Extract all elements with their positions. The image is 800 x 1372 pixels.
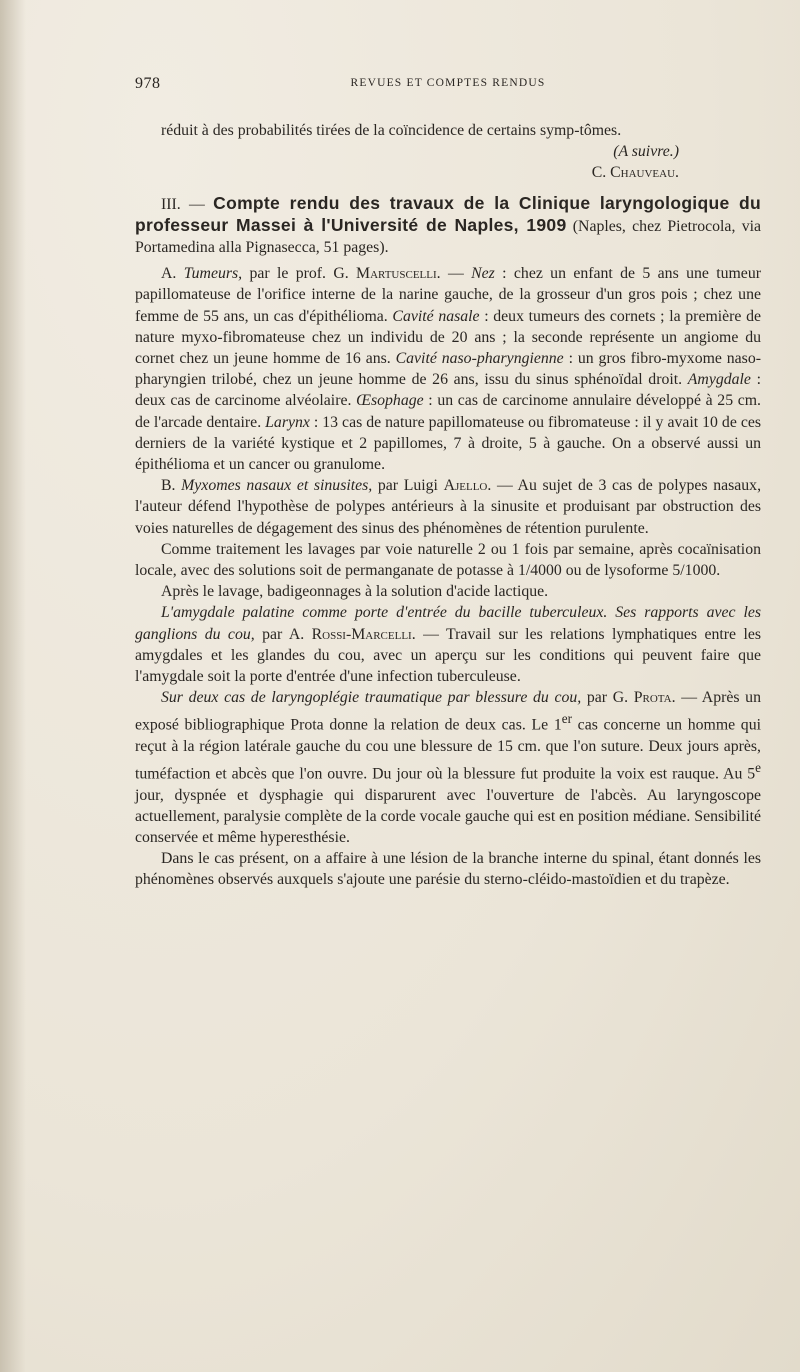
para-laryngo-text-4: jour, dyspnée et dysphagie qui disparurent avec l'ouverture de l'abcès. Au laryngoscope actuellement, paralysie complète de la corde vocale gauche qui est en position médiane. Sensibilité conservée et même hyperesthésie. <box>135 786 761 847</box>
article-body <box>135 120 761 891</box>
para-a-text-1: par le prof. G. <box>242 265 357 283</box>
oesophage-heading: Œsophage <box>356 392 424 410</box>
para-a-text-8: : 13 cas de nature papillomateuse ou fibromateuse : il y avait 10 de ces derniers de la variété kystique et 2 papillomes, 7 à droite, 5 à gauche. On a observé aussi un épithélioma et un cancer ou granulome. <box>135 413 761 474</box>
author-rossi-marcelli: Rossi-Marcelli <box>311 625 412 643</box>
paragraph-myxomes <box>135 475 761 539</box>
paragraph-amygdale-palatine <box>135 602 761 687</box>
para-a-text-2: . — <box>436 265 472 283</box>
para-b-text-2: . — Au sujet de 3 cas de polypes nasaux, l'auteur défend l'hypothèse de polypes antérieurs à la sinusite et produisant par obstruction des voies naturelles de dégagement des sinus des phénomènes de rétention purulente. <box>135 477 762 537</box>
suivre-note <box>135 141 761 162</box>
para-a-text-6: : deux cas de carcinome alvéolaire. <box>135 371 761 410</box>
superscript-er: er <box>561 711 572 727</box>
author-prota: Prota <box>633 689 672 707</box>
paragraph-traitement: Comme traitement les lavages par voie naturelle 2 ou 1 fois par semaine, après cocaïnisation locale, avec des solutions soit de permanganate de potasse à 1/4000 ou de lysoforme 5/1000. <box>135 540 761 580</box>
para-amyg-text-1: par A. <box>254 625 312 643</box>
para-b-prefix: B. <box>161 477 182 495</box>
running-head <box>135 75 761 97</box>
paragraph-tumeurs <box>135 263 761 475</box>
laryngoplegie-title: Sur deux cas de laryngoplégie traumatique par blessure du cou, <box>161 689 582 707</box>
journal-title: REVUES ET COMPTES RENDUS <box>350 77 546 89</box>
para-a-text-7: : un cas de carcinome annulaire développé à 25 cm. de l'arcade dentaire. <box>135 392 762 431</box>
suivre-text: (A suivre.) <box>613 143 679 161</box>
paragraph-laryngoplegie <box>135 687 761 848</box>
nez-heading: Nez <box>471 265 495 283</box>
page-edge-shadow <box>0 0 26 1372</box>
superscript-e: e <box>755 760 761 776</box>
section-publisher: (Naples, chez Pietrocola, via Portamedina alla Pignasecca, 51 pages). <box>135 217 761 257</box>
para-a-text-5: : un gros fibro-myxome naso-pharyngien trilobé, chez un jeune homme de 26 ans, issu du sinus sphénoïdal droit. <box>135 350 761 389</box>
paragraph-conclusion: Dans le cas présent, on a affaire à une lésion de la branche interne du spinal, étant donnés les phénomènes observés auxquels s'ajoute une parésie du sterno-cléido-mastoïdien et du trapèze. <box>135 850 761 889</box>
para-b-text-1: par Luigi <box>372 477 444 495</box>
para-a-text-3: : chez un enfant de 5 ans une tumeur papillomateuse de l'orifice interne de la narine gauche, de la grosseur d'un gros pois ; chez une femme de 55 ans, un cas d'épithélioma. <box>135 265 761 325</box>
author-ajello: Ajello <box>443 477 488 495</box>
paragraph-lavage: Après le lavage, badigeonnages à la solution d'acide lactique. <box>161 583 549 601</box>
para-laryngo-text-1: par G. <box>581 689 634 707</box>
section-number: III. — <box>161 195 214 213</box>
larynx-heading: Larynx <box>265 413 310 431</box>
amygdale-palatine-title: L'amygdale palatine comme porte d'entrée du bacille tuberculeux. Ses rapports avec les ganglions du cou, <box>135 604 761 643</box>
section-heading <box>135 193 761 259</box>
cavite-nasale-heading: Cavité nasale <box>392 307 480 325</box>
para-amyg-text-2: . — Travail sur les relations lymphatiques entre les amygdales et les glandes du cou, avec un aperçu sur les conditions qui peuvent faire que l'amygdale soit la porte d'entrée d'une infection tuberculeuse. <box>135 625 761 686</box>
section-title: Compte rendu des travaux de la Clinique laryngologique du professeur Massei à l'Université de Naples, 1909 <box>135 192 761 235</box>
naso-pharyngienne-heading: Cavité naso-pharyngienne <box>395 350 564 368</box>
para-laryngo-text-2: . — Après un exposé bibliographique Prota donne la relation de deux cas. Le 1 <box>135 689 761 734</box>
para-a-text-4: : deux tumeurs des cornets ; la première de nature myxo-fibromateuse chez un individu de 20 ans ; la seconde représente un angiome du cornet chez un jeune homme de 16 ans. <box>135 307 761 368</box>
myxomes-title: Myxomes nasaux et sinusites, <box>181 477 373 495</box>
para-a-prefix: A. <box>161 265 184 283</box>
amygdale-heading: Amygdale <box>687 371 751 389</box>
author-martuscelli: Martuscelli <box>356 265 437 283</box>
para-laryngo-text-3: cas concerne un homme qui reçut à la région latérale gauche du cou une blessure de 15 cm. que l'on suture. Deux jours après, tuméfaction et abcès que l'on ouvre. Du jour où la blessure fut produite la voix est rauque. Au 5 <box>135 716 761 783</box>
signature-name: C. Chauveau. <box>591 164 679 182</box>
tumeurs-title: Tumeurs, <box>183 265 243 283</box>
author-signature <box>135 162 761 183</box>
intro-paragraph: réduit à des probabilités tirées de la coïncidence de certains symp-tômes. <box>161 122 622 139</box>
page-number: 978 <box>135 75 161 92</box>
